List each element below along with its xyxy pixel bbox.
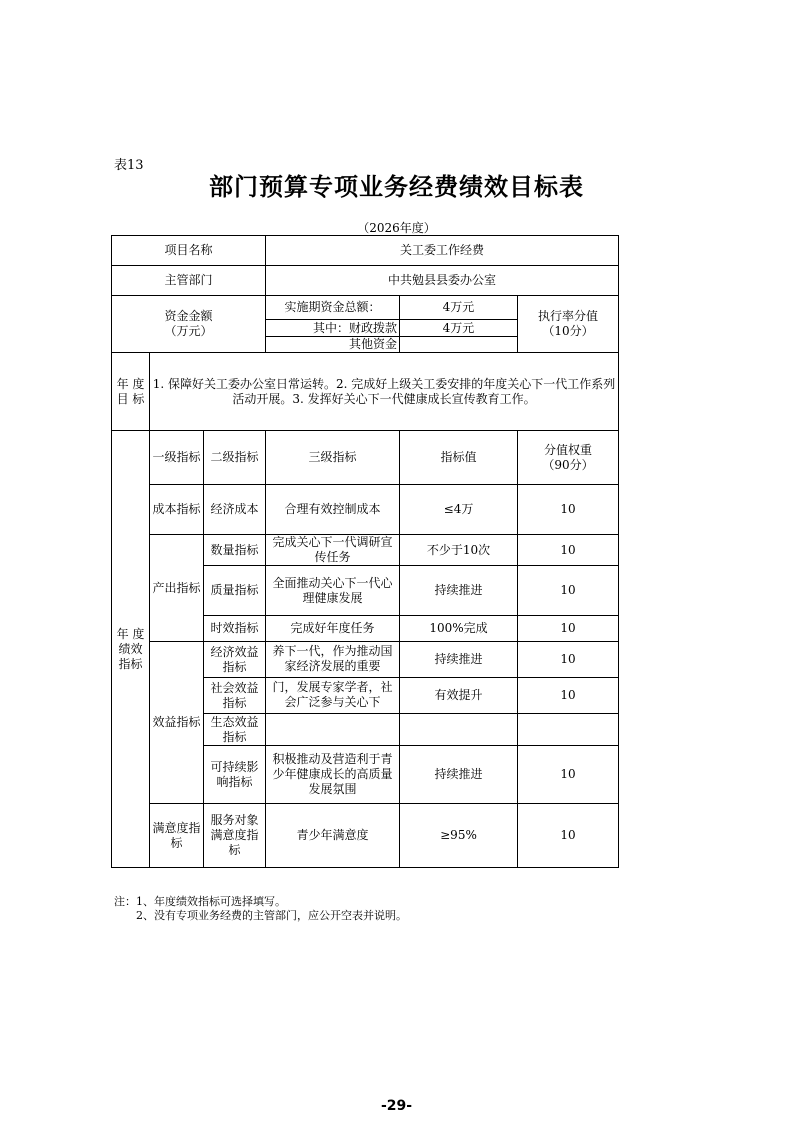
row-value: 不少于10次 [400, 535, 518, 566]
group-output: 产出指标 [150, 535, 204, 642]
group-cost: 成本指标 [150, 485, 204, 535]
row-level2: 生态效益指标 [204, 714, 266, 746]
row-level3: 全面推动关心下一代心理健康发展 [266, 566, 400, 616]
fiscal-funding-label: 其中：财政拨款 [266, 320, 400, 337]
page-title: 部门预算专项业务经费绩效目标表 [209, 173, 584, 201]
row-level3: 门，发展专家学者，社会广泛参与关心下 [272, 679, 393, 709]
row-level2: 经济成本 [204, 485, 266, 535]
row-level3 [266, 714, 400, 746]
row-level3: 积极推动及营造利于青少年健康成长的高质量发展氛围 [266, 746, 400, 804]
row-level2: 服务对象满意度指标 [204, 804, 266, 868]
row-value: ≥95% [400, 804, 518, 868]
indicator-header-row [112, 431, 619, 485]
row-level2: 时效指标 [204, 616, 266, 642]
row-level3: 完成关心下一代调研宣传任务 [266, 535, 400, 566]
row-level3: 养下一代，作为推动国家经济发展的重要 [272, 643, 393, 673]
level3-header: 三级指标 [266, 431, 400, 485]
fund-amount-label: 资金金额 （万元） [112, 296, 266, 353]
row-weight: 10 [518, 535, 619, 566]
table-row [112, 535, 619, 566]
group-benefit: 效益指标 [150, 642, 204, 804]
row-weight: 10 [518, 485, 619, 535]
note-line-2: 2、没有专项业务经费的主管部门，应公开空表并说明。 [114, 909, 407, 922]
table-row [112, 804, 619, 868]
row-value: 有效提升 [400, 678, 518, 714]
row-weight: 10 [518, 642, 619, 678]
annual-goal-row [112, 353, 619, 431]
row-value: 100%完成 [400, 616, 518, 642]
department-row [112, 266, 619, 296]
budget-year: （2026年度） [357, 221, 436, 235]
row-weight: 10 [518, 746, 619, 804]
row-level2: 质量指标 [204, 566, 266, 616]
project-name-value: 关工委工作经费 [266, 236, 619, 266]
notes [114, 895, 407, 923]
project-name-label: 项目名称 [112, 236, 266, 266]
row-weight [518, 714, 619, 746]
row-level3: 青少年满意度 [266, 804, 400, 868]
fiscal-funding-value: 4万元 [400, 320, 518, 337]
annual-indicators-label: 年 度 绩效指标 [112, 431, 150, 868]
note-line-1: 注：1、年度绩效指标可选择填写。 [114, 895, 286, 908]
level2-header: 二级指标 [204, 431, 266, 485]
row-value: 持续推进 [400, 642, 518, 678]
other-funding-value [400, 337, 518, 353]
value-header: 指标值 [400, 431, 518, 485]
weight-header: 分值权重 （90分） [518, 431, 619, 485]
row-weight: 10 [518, 678, 619, 714]
annual-goal-label: 年 度 目 标 [112, 353, 150, 431]
row-level3: 合理有效控制成本 [266, 485, 400, 535]
row-weight: 10 [518, 804, 619, 868]
fund-total-value: 4万元 [400, 296, 518, 320]
funding-total-row [112, 296, 619, 320]
row-level3: 完成好年度任务 [266, 616, 400, 642]
department-label: 主管部门 [112, 266, 266, 296]
row-level2: 数量指标 [204, 535, 266, 566]
level1-header: 一级指标 [150, 431, 204, 485]
row-value: 持续推进 [400, 566, 518, 616]
row-value: 持续推进 [400, 746, 518, 804]
project-name-row [112, 236, 619, 266]
page-number: -29- [380, 1098, 413, 1114]
other-funding-label: 其他资金 [266, 337, 400, 353]
row-value [400, 714, 518, 746]
table-label: 表13 [114, 158, 144, 173]
department-value: 中共勉县县委办公室 [266, 266, 619, 296]
exec-rate-score: 执行率分值 （10分） [518, 296, 619, 353]
row-weight: 10 [518, 616, 619, 642]
fund-total-label: 实施期资金总额： [266, 296, 400, 320]
row-level2: 可持续影响指标 [204, 746, 266, 804]
group-satisfaction: 满意度指标 [150, 804, 204, 868]
table-row [112, 642, 619, 678]
performance-target-table [111, 235, 619, 868]
table-row [112, 485, 619, 535]
row-level2: 经济效益指标 [204, 642, 266, 678]
row-value: ≤4万 [400, 485, 518, 535]
row-level2: 社会效益指标 [204, 678, 266, 714]
annual-goal-text: 1. 保障好关工委办公室日常运转。2. 完成好上级关工委安排的年度关心下一代工作系列活动开展。3. 发挥好关心下一代健康成长宣传教育工作。 [150, 353, 619, 431]
row-weight: 10 [518, 566, 619, 616]
